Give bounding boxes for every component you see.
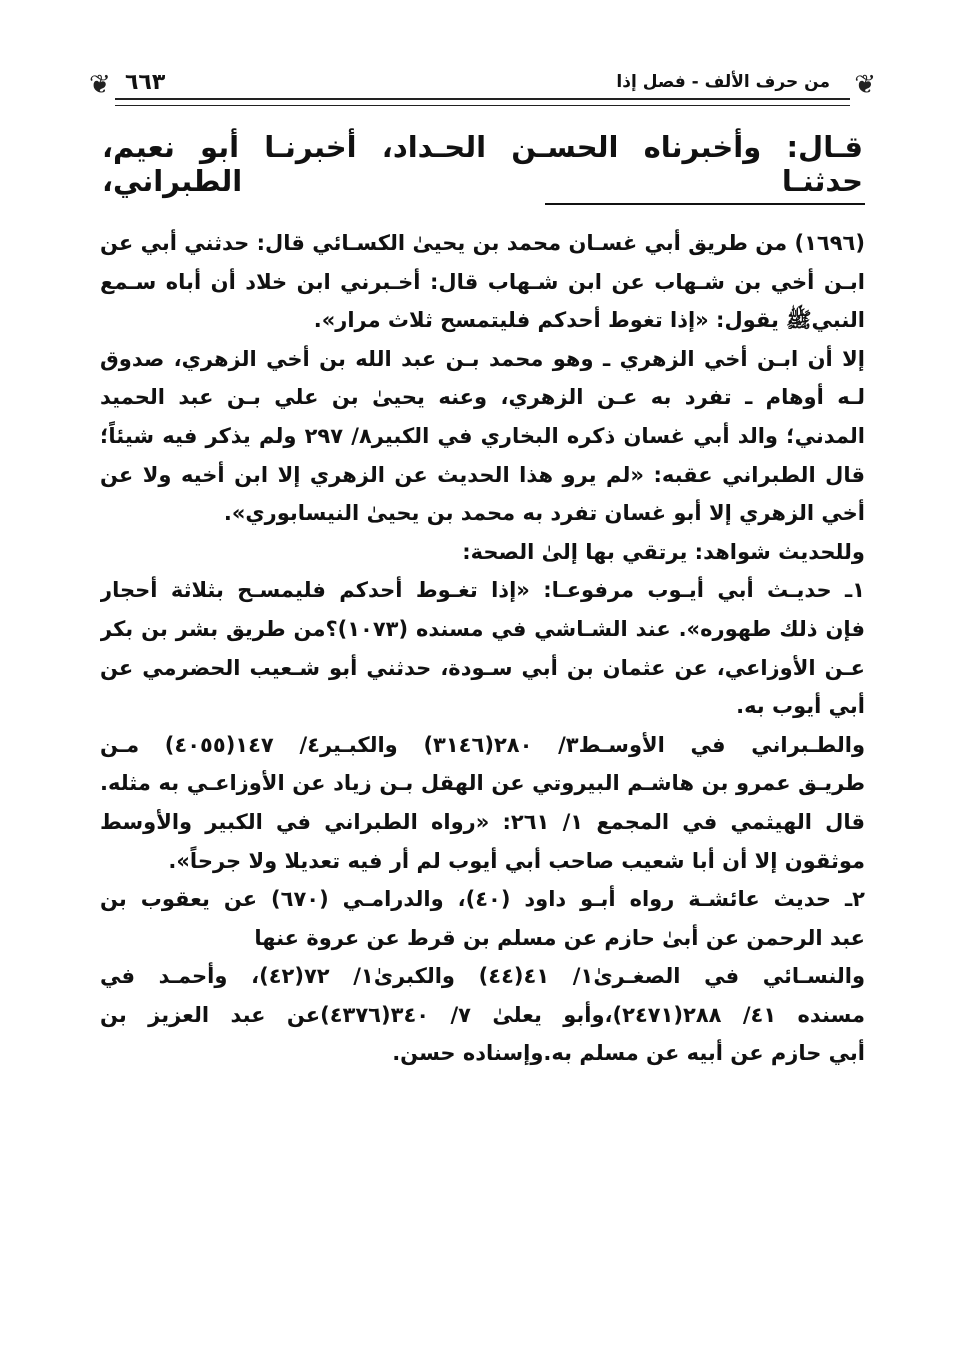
footnote-line: أبي حازم عن أبيه عن مسلم به.وإسناده حسن.: [392, 1041, 865, 1066]
footnote-line: وللحديث شواهد: يرتقي بها إلىٰ الصحة:: [462, 539, 865, 564]
ornament-left-icon: ❦: [89, 70, 111, 100]
footnote-line: لـه أوهام ـ تفرد به عـن الزهري، وعنه يحيىٰ بن علي بـن عبد الحميد: [100, 385, 865, 410]
footnote-line: موثقون إلا أن أبا شعيب صاحب أبي أيوب لم أر فيه تعديلا ولا جرحاً».: [168, 848, 865, 873]
main-text: قـال: وأخبرناه الحسـن الحـداد، أخبرنـا أبو نعيم، حدثنـا الطبراني،: [102, 130, 863, 198]
footnote-line: المدني؛ والد أبي غسان ذكره البخاري في الكبير٨/ ٢٩٧ ولم يذكر فيه شيئاً؛: [100, 423, 865, 448]
ornament-right-icon: ❦: [854, 70, 876, 100]
footnote-line: قال الطبراني عقبه: «لم يرو هذا الحديث عن الزهري إلا ابن أخيه ولا عن: [100, 462, 865, 487]
footnote-line: عبد الرحمن عن أبىٰ حازم عن مسلم بن قرط عن عروة عنها: [254, 925, 865, 950]
footnote-line: النبيﷺ يقول: «إذا تغوط أحدكم فليتمسح ثلاث مرار».: [313, 308, 865, 333]
footnote-line: (١٦٩٦) من طريق أبي غسـان محمد بن يحيىٰ الكسـائي قال: حدثني أبي عن: [100, 231, 865, 255]
page-number: ٦٦٣: [125, 70, 166, 95]
footnote-line: ١ـ حديـث أبي أيـوب مرفوعـا: «إذا تغـوط أحدكم فليمسـح بثلاثة أحجار: [100, 578, 865, 603]
footnote-line: عـن الأوزاعي، عن عثمان بن أبي سـودة، حدثني أبو شـعيب الحضرمي عن: [100, 655, 865, 680]
footnote-line: والنسـائي في الصغـرىٰ١/ ٤١(٤٤) والكبرىٰ١/ ٧٢(٤٢)، وأحمـد في: [100, 964, 865, 989]
footnote-line: قال الهيثمي في المجمع ١/ ٢٦١: «رواه الطبراني في الكبير والأوسط: [100, 809, 865, 834]
running-header: [89, 68, 876, 108]
header-rule: [115, 98, 850, 106]
footnote-line: والطـبراني في الأوسـط٣/ ٢٨٠(٣١٤٦) والكبـير٤/ ١٤٧(٤٠٥٥) مـن: [100, 732, 865, 757]
footnote-line: طريـق عمرو بن هاشـم البيروتي عن الهقل بـن زياد عن الأوزاعـي به مثله.: [100, 771, 865, 796]
footnote-line: أبي أيوب به.: [736, 694, 865, 719]
footnote-line: ٢ـ حديث عائشـة رواه أبـو داود (٤٠)، والدرامـي (٦٧٠) عن يعقوب بن: [100, 887, 865, 912]
footnote-line: مسنده ٤١/ ٢٨٨(٢٤٧١)،وأبو يعلىٰ ٧/ ٣٤٠(٤٣٧٦)عن عبد العزيز بن: [100, 1002, 865, 1027]
footnote-line: ابـن أخي بن شـهاب عن ابن شـهاب قال: أخـبرني ابن خلاد أن أباه سـمع: [100, 269, 865, 294]
header-title: من حرف الألف - فصل إذا: [616, 72, 830, 92]
footnote-line: أخي الزهري إلا أبو غسان تفرد به محمد بن يحيىٰ النيسابوري».: [223, 501, 865, 526]
footnote-line: فإن ذلك طهوره». عند الشـاشي في مسنده (١٠٧٣)؟من طريق بشر بن بكر: [100, 616, 865, 641]
footnote-line: إلا أن ابـن أخي الزهري ـ وهو محمد بـن عبد الله بن أخي الزهري، صدوق: [100, 346, 865, 371]
footnote-separator: [545, 203, 865, 205]
footnotes: [100, 224, 865, 1073]
